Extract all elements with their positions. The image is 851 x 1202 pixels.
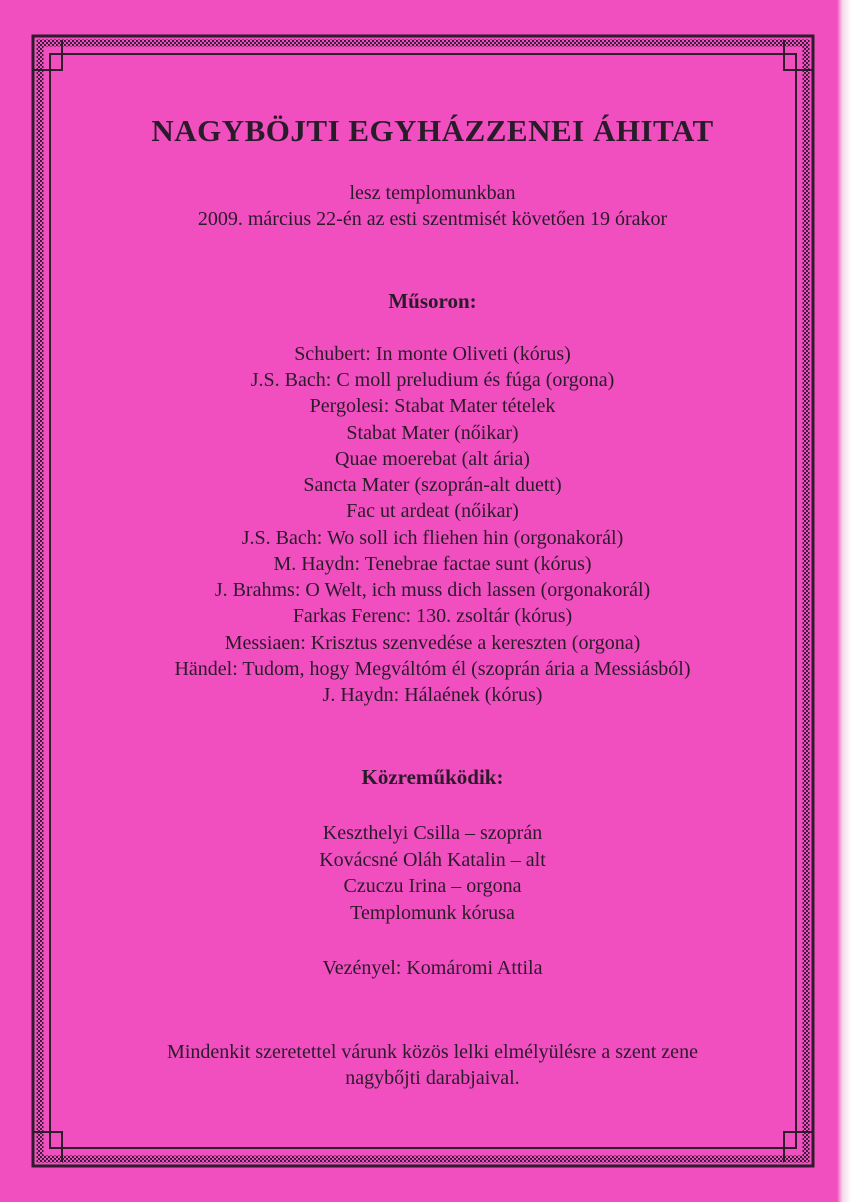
program-item: Messiaen: Krisztus szenvedése a kereszten (orgona) xyxy=(224,632,641,654)
subtitle-line-1: lesz templomunkban xyxy=(349,182,516,204)
program-item: M. Haydn: Tenebrae factae sunt (kórus) xyxy=(273,553,592,575)
program-item: Farkas Ferenc: 130. zsoltár (kórus) xyxy=(292,605,573,627)
closing-line-1: Mindenkit szeretettel várunk közös lelki elmélyülésre a szent zene xyxy=(167,1041,698,1063)
performer-item: Keszthelyi Csilla – szoprán xyxy=(322,822,543,844)
program-item: J. Brahms: O Welt, ich muss dich lassen (orgonakorál) xyxy=(214,579,651,601)
program-item: J.S. Bach: Wo soll ich fliehen hin (orgonakorál) xyxy=(241,527,624,549)
program-item: Sancta Mater (szoprán-alt duett) xyxy=(303,474,562,496)
performer-item: Czuczu Irina – orgona xyxy=(343,875,522,897)
program-item: Quae moerebat (alt ária) xyxy=(335,448,530,470)
page-title: NAGYBÖJTI EGYHÁZZENEI ÁHITAT xyxy=(151,113,714,148)
program-item: Händel: Tudom, hogy Megváltóm él (szoprán ária a Messiásból) xyxy=(174,658,691,680)
performer-item: Templomunk kórusa xyxy=(350,902,515,924)
performers-heading: Közreműködik: xyxy=(361,765,504,789)
conductor-line: Vezényel: Komáromi Attila xyxy=(322,957,543,979)
program-item: J. Haydn: Hálaének (kórus) xyxy=(322,684,543,706)
closing-line-2: nagybőjti darabjaival. xyxy=(345,1067,520,1089)
program-item: Fac ut ardeat (nőikar) xyxy=(346,500,519,522)
program-item: J.S. Bach: C moll preludium és fúga (orgona) xyxy=(250,369,615,391)
program-item: Schubert: In monte Oliveti (kórus) xyxy=(294,343,571,365)
program-item: Pergolesi: Stabat Mater tételek xyxy=(309,395,556,417)
performer-item: Kovácsné Oláh Katalin – alt xyxy=(319,849,546,871)
subtitle-line-2: 2009. március 22-én az esti szentmisét követően 19 órakor xyxy=(197,208,668,230)
program-item: Stabat Mater (nőikar) xyxy=(346,422,519,444)
program-heading: Műsoron: xyxy=(388,289,477,313)
